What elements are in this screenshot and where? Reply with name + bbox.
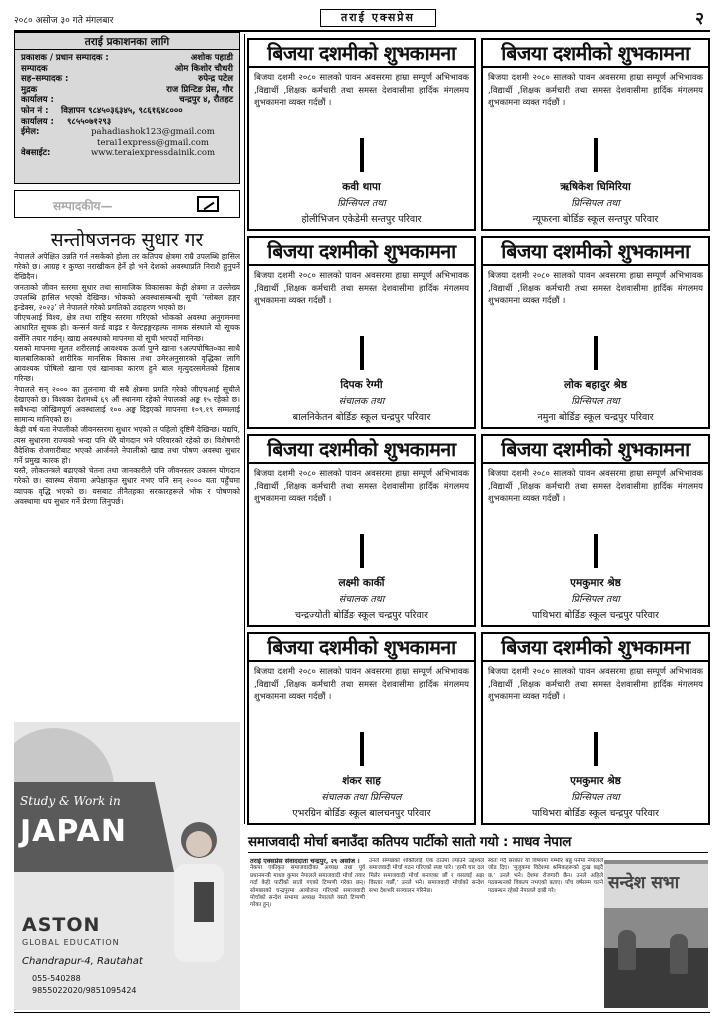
editorial-label: सम्पादकीय—: [53, 199, 113, 213]
greeting-message: बिजया दशमी २०८० सालको पावन अवसरमा हाम्रा सम्पूर्ण अभिभावक ,विद्यार्थी ,शिक्षक कर्मचारी तथा समस्त देशवासीमा हार्दिक मंगलमय शुभकामना व्यक्त गर्दछौं ।: [254, 270, 469, 306]
divider-bar: [360, 138, 364, 172]
greeting-title: बिजया दशमीको शुभकामना: [483, 40, 708, 68]
masthead-website: वेबसाईट: www.teraiexpressdainik.com: [15, 148, 239, 158]
greeting-ad: [481, 38, 710, 231]
advert-phone-2: 9855022020/9851095424: [32, 986, 137, 995]
rally-photo: [604, 860, 708, 1008]
masthead-row: मुद्रक राज प्रिन्टिङ प्रेस, गौर: [21, 84, 233, 95]
greeting-message: बिजया दशमी २०८० सालको पावन अवसरमा हाम्रा सम्पूर्ण अभिभावक ,विद्यार्थी ,शिक्षक कर्मचारी तथा समस्त देशवासीमा हार्दिक मंगलमय शुभकामना व्यक्त गर्दछौं ।: [254, 468, 469, 504]
news-dateline: तराई एक्सप्रेस संवाददाता चन्द्रपुर, २९ असोज ।: [250, 858, 360, 865]
advert-country: JAPAN: [20, 814, 127, 849]
divider-bar: [360, 534, 364, 568]
greeting-role: प्रिन्सिपल तथा: [571, 792, 620, 803]
divider-bar: [360, 732, 364, 766]
email-link-2[interactable]: terai1express@gmail.com: [97, 137, 209, 148]
greeting-sender: लोक बहादुर श्रेष्ठ: [564, 379, 627, 391]
website-link[interactable]: www.teraiexpressdainik.com: [90, 147, 216, 158]
news-column: [369, 858, 484, 1008]
issue-date: २०८० असोज ३० गते मंगलबार: [14, 16, 114, 26]
masthead-row: फोन नं : विज्ञापन ९८४५०३६३४५, ९८६१६४८०००: [21, 105, 183, 116]
email-link-1[interactable]: pahadiashok123@gmail.com: [91, 127, 215, 138]
greeting-ad: [481, 632, 710, 825]
masthead-title: तराई प्रकाशनका लागि: [15, 33, 239, 50]
greeting-title: बिजया दशमीको शुभकामना: [483, 238, 708, 266]
greeting-message: बिजया दशमी २०८० सालको पावन अवसरमा हाम्रा सम्पूर्ण अभिभावक ,विद्यार्थी ,शिक्षक कर्मचारी तथा समस्त देशवासीमा हार्दिक मंगलमय शुभकामना व्यक्त गर्दछौं ।: [488, 72, 703, 108]
speaker-figure: [670, 934, 688, 974]
footer-rule: [14, 1012, 710, 1013]
masthead-row: कार्यालय : चन्द्रपुर ४, रौतहट: [21, 95, 233, 106]
page-number: २: [695, 9, 704, 29]
divider-bar: [594, 534, 598, 568]
greeting-ad: [481, 434, 710, 627]
greeting-role: संचालक तथा प्रिन्सिपल: [321, 792, 402, 803]
divider-bar: [594, 732, 598, 766]
masthead-row: सम्पादक ओम किशोर चौधरी: [21, 63, 233, 74]
pen-icon: [197, 196, 219, 212]
advert-phone-1: 055-540288: [32, 974, 81, 983]
greeting-org: नमुना बोर्डिङ स्कूल चन्द्रपुर परिवार: [537, 412, 654, 423]
greeting-sender: एमकुमार श्रेष्ठ: [570, 577, 621, 589]
page-header: [14, 6, 710, 32]
greeting-role: प्रिन्सिपल तथा: [571, 594, 620, 605]
advert-brand-sub: GLOBAL EDUCATION: [22, 938, 120, 947]
greeting-sender: कवी थापा: [342, 181, 381, 193]
greeting-org: बालनिकेतन बोर्डिङ स्कूल चन्द्रपुर परिवार: [292, 412, 431, 423]
editorial-body: [14, 252, 240, 710]
greeting-sender: लक्ष्मी कार्की: [338, 577, 385, 589]
editorial-paragraph: नेपालले सन् २००० का तुलनामा यी सबै क्षेत्रमा प्रगति गरेको जीएचआई सूचीले देखाएको छ। विश्वका देशमध्ये ६९ औं स्थानमा रहेको नेपालको अङ्क १५ रहेको छ। सबैभन्दा जोखिमपूर्ण अवस्थालाई १०० अङ्क दिइएको मापनमा १०९.१९ सम्मलाई सामान्य मानिएको छ।: [14, 384, 240, 425]
news-rule: [248, 852, 708, 853]
greeting-org: न्यूफरना बोर्डिङ स्कूल सन्तपुर परिवार: [532, 214, 659, 225]
japan-advert[interactable]: [14, 722, 240, 1010]
greeting-title: बिजया दशमीको शुभकामना: [483, 634, 708, 662]
greeting-role: प्रिन्सिपल तथा: [571, 198, 620, 209]
paper-name: तराई एक्सप्रेस: [320, 9, 436, 27]
greeting-role: संचालक तथा: [338, 594, 385, 605]
news-headline: समाजवादी मोर्चा बनाउँदा कतिपय पार्टीको सातो गयो : माधव नेपाल: [248, 834, 572, 850]
masthead-row: प्रकाशक / प्रधान सम्पादक : अशोक पहाडी: [21, 53, 233, 63]
divider-bar: [594, 336, 598, 370]
news-column: [250, 858, 365, 1008]
greeting-message: बिजया दशमी २०८० सालको पावन अवसरमा हाम्रा सम्पूर्ण अभिभावक ,विद्यार्थी ,शिक्षक कर्मचारी तथा समस्त देशवासीमा हार्दिक मंगलमय शुभकामना व्यक्त गर्दछौं ।: [254, 72, 469, 108]
greeting-message: बिजया दशमी २०८० सालको पावन अवसरमा हाम्रा सम्पूर्ण अभिभावक ,विद्यार्थी ,शिक्षक कर्मचारी तथा समस्त देशवासीमा हार्दिक मंगलमय शुभकामना व्यक्त गर्दछौं ।: [488, 666, 703, 702]
masthead-row: कार्यालय : ९८५५०७१२९३: [21, 116, 112, 127]
masthead-row: सह–सम्पादक : रुपेन्द्र पटेल: [21, 74, 233, 85]
greeting-ad: [481, 236, 710, 429]
greeting-ad: [247, 632, 476, 825]
student-photo: [164, 812, 234, 962]
greeting-message: बिजया दशमी २०८० सालको पावन अवसरमा हाम्रा सम्पूर्ण अभिभावक ,विद्यार्थी ,शिक्षक कर्मचारी तथा समस्त देशवासीमा हार्दिक मंगलमय शुभकामना व्यक्त गर्दछौं ।: [254, 666, 469, 702]
advert-brand: ASTON: [22, 914, 101, 936]
greeting-title: बिजया दशमीको शुभकामना: [483, 436, 708, 464]
editorial-paragraph: यस्तै, लोकतन्त्रले बढाएको चेतना तथा जानकारीले पनि जीवनस्तर उकास्न योगदान गरेको छ। स्वास्थ्य सेवामा अपेक्षाकृत सुधार नभए पनि सन् २००० यता पहुँचमा व्यापक वृद्धि भएको छ। यसबाट तीनैतहका सरकारहरूले भोक र पोषणको अवस्थामा थप सुधार गर्ने प्रेरणा लिनुपर्छ।: [14, 466, 240, 506]
greeting-org: होलीभिजन एकेडेमी सन्तपुर परिवार: [301, 214, 422, 225]
masthead-box: [14, 32, 240, 184]
speaker-figure: [618, 930, 636, 970]
greeting-org: पाथिभरा बोर्डिङ स्कूल चन्द्रपुर परिवार: [531, 808, 660, 819]
news-text: उनले सम्पन्नको शक्तिलाई एक ठाउँमा ल्याउने उद्देश्यले समाजवादी मोर्चा गठन गरिएको स्पष्ट पारे। ‘हामी चार दल मिलेर समाजवादी मोर्चा बनाएका छौं र यसलाई अझ विस्तार गर्छौं,’ उनले भने। समाजवादी मोर्चाको सन्देश सभा देशभरि सञ्चालन गरिनेछ।: [369, 858, 484, 894]
editorial-paragraph: जीएचआई विश्व, क्षेत्र तथा राष्ट्रिय स्तरमा गरिएको भोकको अवस्था अनुगमनमा आधारित सूचक हो। कन्सर्न वर्ल्ड वाइड र वेल्टहङ्गरहल्फ नामक संस्थाले यो सूचक वर्सेनि तयार गर्छन्। खाद्य अवस्थाको मापनमा यो सूची भरपर्दो मानिन्छ।: [14, 313, 240, 343]
rally-banner-text: सन्देश सभा: [608, 873, 680, 893]
masthead-email: [15, 138, 239, 148]
greeting-role: प्रिन्सिपल तथा: [571, 396, 620, 407]
greeting-title: बिजया दशमीको शुभकामना: [249, 436, 474, 464]
greeting-message: बिजया दशमी २०८० सालको पावन अवसरमा हाम्रा सम्पूर्ण अभिभावक ,विद्यार्थी ,शिक्षक कर्मचारी तथा समस्त देशवासीमा हार्दिक मंगलमय शुभकामना व्यक्त गर्दछौं ।: [488, 468, 703, 504]
greeting-org: चन्द्रज्योती बोर्डिङ स्कूल चन्द्रपुर परिवार: [295, 610, 428, 621]
greeting-org: पाथिभरा बोर्डिङ स्कूल चन्द्रपुर परिवार: [531, 610, 660, 621]
news-text: नेकपा एकीकृत समाजवादीका अध्यक्ष तथा पूर्व प्रधानमन्त्री माधव कुमार नेपालले समाजवादी मोर्चा तयार गर्दा केही पार्टीको सातो गएको टिप्पणी गरेका छन्। सोमबारको चन्द्रपुरमा आयोजना गरिएको समाजवादी मोर्चाको सन्देश सभामा अध्यक्ष नेपालले यस्तो टिप्पणी गरेका हुन्।: [250, 865, 365, 909]
greeting-ad: [247, 236, 476, 429]
masthead-email: ईमेल: pahadiashok123@gmail.com: [15, 127, 239, 137]
news-text: स्वतः गर्दै सरकार यो विषयमा गम्भीर बन्नु पर्नेमा नेपालले जोड दिए। ‘मुलुकमा विदेशमा श्रमिकहरूको दुःख बढ्दै छ,’ उनले भने। देशमा रोजगारी छैन। उनले अहिले गठबन्धनको विकल्प नभएको बताए। पाँच वर्षसम्म चल्ने गठबन्धन रहेको नेपालले दाबी गरे।: [488, 858, 603, 894]
column-divider: [244, 34, 245, 824]
greeting-title: बिजया दशमीको शुभकामना: [249, 238, 474, 266]
greeting-sender: ऋषिकेश घिमिरिया: [560, 181, 631, 193]
greeting-sender: शंकर साह: [342, 775, 381, 787]
advert-tagline: Study & Work in: [20, 794, 121, 808]
greeting-role: संचालक तथा: [338, 396, 385, 407]
editorial-paragraph: जनताको जीवन स्तरमा सुधार तथा सामाजिक विकासका केही क्षेत्रमा त उल्लेख्य उपलब्धि हासिल भएको देखिन्छ। भोकको अवस्थासम्बन्धी सूची ‘ग्लोबल हङ्गर इन्डेक्स, २०२३’ ले नेपालले गरेको प्रगतिको उदाहरण भएको छ।: [14, 282, 240, 313]
editorial-paragraph: यसको मापनमा मूलत शरीरलाई आवश्यक ऊर्जा पुग्ने खाना ९अल्पपोषित०का साथै बालबालिकाको शारीरिक मानसिक विकास तथा उमेरअनुसारको वृद्धिका लागि आवश्यक पोषिलो खाना एवं खानाका कारण हुने बाल मृत्युदरसमेतको हिसाब गरिन्छ।: [14, 343, 240, 384]
greeting-title: बिजया दशमीको शुभकामना: [249, 634, 474, 662]
divider-bar: [360, 336, 364, 370]
advert-address: Chandrapur-4, Rautahat: [22, 956, 143, 967]
greeting-sender: एमकुमार श्रेष्ठ: [570, 775, 621, 787]
greeting-message: बिजया दशमी २०८० सालको पावन अवसरमा हाम्रा सम्पूर्ण अभिभावक ,विद्यार्थी ,शिक्षक कर्मचारी तथा समस्त देशवासीमा हार्दिक मंगलमय शुभकामना व्यक्त गर्दछौं ।: [488, 270, 703, 306]
editorial-paragraph: नेपालले अपेक्षित उन्नति गर्न नसकेको होला तर कतिपय क्षेत्रमा राम्रै उपलब्धि हासिल गरेको छ। आग्रह र कुण्ठा नराखीकन हेर्ने हो भने देशको अवस्थाप्रति निराशै हुनुपर्ने देखिदैन।: [14, 252, 240, 282]
greeting-ad: [247, 38, 476, 231]
greeting-sender: दिपक रेग्मी: [340, 379, 383, 391]
news-column: [488, 858, 603, 1008]
editorial-paragraph: केही वर्ष यता नेपालीको जीवनस्तरमा सुधार भएको त पहिलो दृष्टिमै देखिन्छ। यद्यपि, त्यस सुधारमा राज्यको भन्दा पनि धेरै योगदान भने परिवारको रहेको छ। विशेषगरी वैदेशिक रोजगारीबाट भएको आर्जनले नेपालीको खाद्य तथा पोषण अवस्था सुधार गर्ने प्रमुख कारक हो।: [14, 425, 240, 466]
greeting-role: प्रिन्सिपल तथा: [337, 198, 386, 209]
divider-bar: [594, 138, 598, 172]
greeting-org: एभरग्रिन बोर्डिङ स्कूल बालचनपुर परिवार: [292, 808, 431, 819]
editorial-label-box: [14, 190, 240, 218]
greeting-ad: [247, 434, 476, 627]
editorial-headline: सन्तोषजनक सुधार गर: [50, 229, 204, 251]
greeting-title: बिजया दशमीको शुभकामना: [249, 40, 474, 68]
